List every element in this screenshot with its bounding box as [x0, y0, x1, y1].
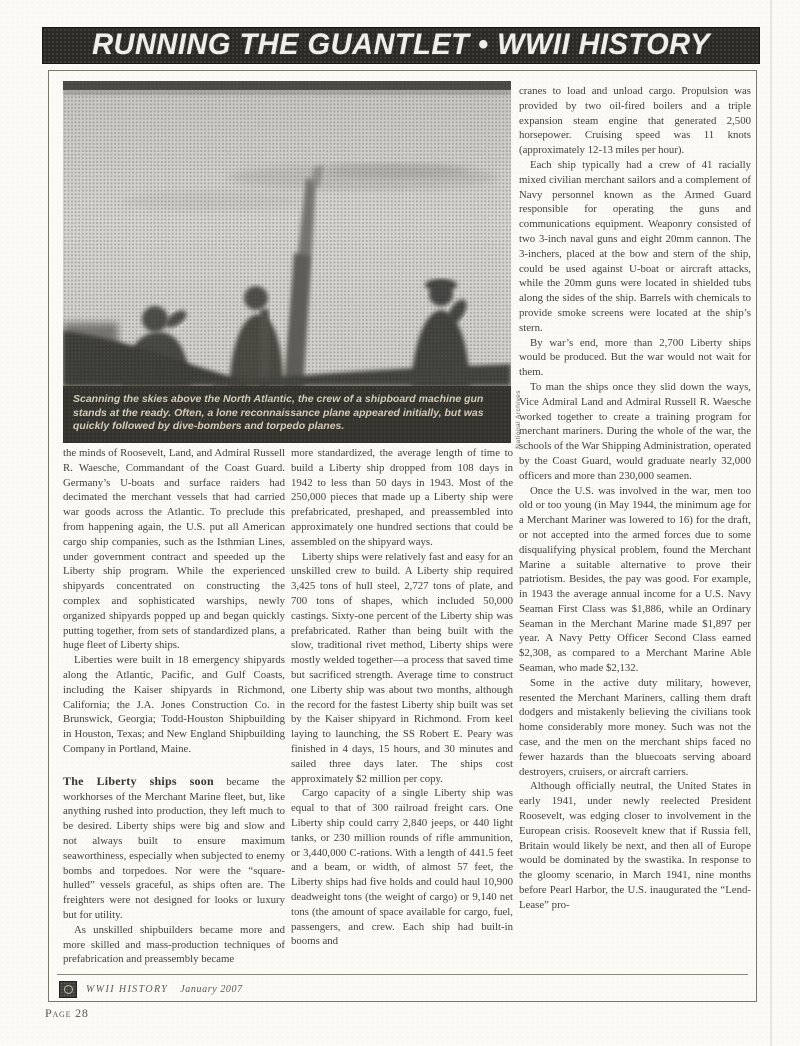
body-paragraph: cranes to load and unload cargo. Propulsion was provided by two oil-fired boilers and a triple expansion steam engine that generated 2,500 horsepower. Cruising speed was 11 knots (approximately 12-13 miles per hour). [519, 85, 751, 157]
body-paragraph: Cargo capacity of a single Liberty ship was equal to that of 300 railroad freight cars. One Liberty ship could carry 2,840 jeeps, or 440 light tanks, or 230 million rounds of rifle ammunition, or 3,440,000 C-rations. With a length of 441.5 feet and a beam, or width, of almost 57 feet, the Liberty ships had five holds and could haul 10,900 deadweight tons (the weight of cargo) or 9,140 net tons (the amount of space available for cargo, fuel, passengers, and crew. Each ship had built-in booms and [291, 787, 513, 948]
body-text: became the workhorses of the Merchant Marine fleet, but, like anything rushed into production, they left much to be desired. Liberty ships were big and slow and not always built to ensure maximum seaworthiness, especially when subjected to enemy bombs and torpedoes. Nor were the “square-hulled” vessels graceful, as ships often are. The freighters were not designed for looks or luxury but for utility. [63, 775, 285, 921]
body-paragraph: Liberty ships were relatively fast and easy for an unskilled crew to build. A Liberty ship required 3,425 tons of hull steel, 2,727 tons of plate, and 700 tons of shapes, which included 50,000 castings. Sixty-one percent of the Liberty ship was prefabricated. Rather than being built with the slow, traditional rivet method, Liberty ships were mostly welded together—a process that saved time but sacrificed strength. Average time to construct one Liberty ship was about two months, although the record for the fastest Liberty ship built was set by the Kaiser shipyard in Richmond. From keel laying to launching, the SS Robert E. Peary was finished in 4 days, 15 hours, and 30 minutes and sailed three days later. The ships cost approximately $2 million per copy. [291, 550, 513, 785]
photo-illustration [63, 81, 511, 386]
body-paragraph: more standardized, the average length of time to build a Liberty ship dropped from 108 days in 1942 to less than 50 days in 1943. Most of the 250,000 pieces that made up a Liberty ship were prefabricated, preshaped, and preassembled into approximately one hundred sections that could be assembled on the shipyard ways. [291, 447, 513, 548]
footer-text [86, 984, 243, 995]
section-banner [42, 27, 760, 64]
body-paragraph: As unskilled shipbuilders became more and more skilled and mass-production techniques of prefabrication and preassembly became [63, 923, 285, 966]
footer [59, 980, 243, 998]
photo-block [63, 81, 522, 449]
footer-divider [57, 974, 748, 975]
body-paragraph: Once the U.S. was involved in the war, men too old or too young (in May 1944, the minimum age for a Merchant Mariner was lowered to 16) for the draft, or not accepted into the armed forces due to some disqualifying physical problem, found the Merchant Marine a suitable alternative to prove their patriotism. Besides, the pay was good. For example, in 1943 the average annual income for a U.S. Navy Seaman First Class was $1,886, while an Ordinary Seaman in the Merchant Marine made $1,897 per year. A Navy Petty Officer Second Class earned $2,308, as compared to a Merchant Marine Able Seaman, who made $2,132. [519, 484, 751, 675]
banner-title: RUNNING THE GUANTLET • WWII HISTORY [92, 28, 710, 62]
photo-credit: National Archives [515, 390, 522, 449]
photo-caption: Scanning the skies above the North Atlantic, the crew of a shipboard machine gun stands at the ready. Often, a lone reconnaissance plane appeared initially, but was quickly followed by dive-bombers and torpedo planes. [63, 386, 511, 443]
body-paragraph: Although officially neutral, the United States in early 1941, under newly reelected President Roosevelt, was edging closer to involvement in the European crisis. Roosevelt knew that if Russia fell, Britain would likely be next, and then all of Europe would be dominated by the swastika. In response to the gloomy scenario, in March 1941, nine months before Pearl Harbor, the U.S. inaugurated the “Lend-Lease” pro- [519, 780, 751, 911]
body-paragraph: Liberties were built in 18 emergency shipyards along the Atlantic, Pacific, and Gulf Coasts, including the Kaiser shipyards in Richmond, California; the J.A. Jones Construction Co. in Brunswick, Georgia; Todd-Houston Shipbuilding in Houston, Texas; and New England Shipbuilding Company in Portland, Maine. [63, 654, 285, 755]
section-lead-paragraph [63, 774, 285, 923]
body-paragraph: To man the ships once they slid down the ways, Vice Admiral Land and Admiral Russell R. Waesche worked together to create a training program for merchant mariners. During the whole of the war, the schools of the War Shipping Administration, operated by the Coast Guard, would graduate nearly 32,000 officers and more than 230,000 seamen. [519, 380, 751, 482]
scan-edge-shadow [770, 0, 772, 1046]
body-paragraph: Some in the active duty military, however, resented the Merchant Mariners, calling them draft dodgers and mistakenly believing the civilians took home considerably more money. Such was not the case, and the men on the merchant ships faced no fewer hazards than the bluecoats serving aboard destroyers, cruisers, or aircraft carriers. [519, 676, 751, 778]
section-lead: The Liberty ships soon [63, 773, 214, 788]
body-paragraph: the minds of Roosevelt, Land, and Admiral Russell R. Waesche, Commandant of the Coast Guard. Germany’s U-boats and surface raiders had decimated the merchant vessels that had carried war goods across the Atlantic. To preclude this from happening again, the U.S. put all American cargo ship companies, such as the Isthmian Lines, under government contract and speeded up the Liberty ship program. While the experienced shipyards concentrated on constructing the complex and sophisticated warships, newly organized shipyards popped up and began quickly putting together, from sets of standardized plans, a huge fleet of Liberty ships. [63, 447, 285, 652]
magazine-logo-icon [59, 981, 77, 998]
issue-date: January 2007 [180, 983, 243, 995]
page-number: Page 28 [45, 1006, 89, 1020]
magazine-title: WWII HISTORY [86, 983, 169, 995]
text-column-3 [519, 84, 751, 972]
photo-machine-gun-crew [63, 81, 511, 386]
text-column-1 [63, 446, 285, 969]
body-paragraph: Each ship typically had a crew of 41 racially mixed civilian merchant sailors and a complement of Navy personnel known as the Armed Guard responsible for operating the guns and communications equipment. Weaponry consisted of two 3-inch naval guns and eight 20mm cannon. The 3-inchers, placed at the bow and stern of the ship, could be used against U-boat or aircraft attacks, while the 20mm guns were located in shielded tubs along the sides of the ship. Barrels with chemicals to provide smoke screens were located at the ship’s stern. [519, 158, 751, 334]
body-paragraph: By war’s end, more than 2,700 Liberty ships would be produced. But the war would not wait for them. [519, 336, 751, 379]
text-column-2 [291, 446, 513, 969]
content-frame [48, 70, 757, 1002]
